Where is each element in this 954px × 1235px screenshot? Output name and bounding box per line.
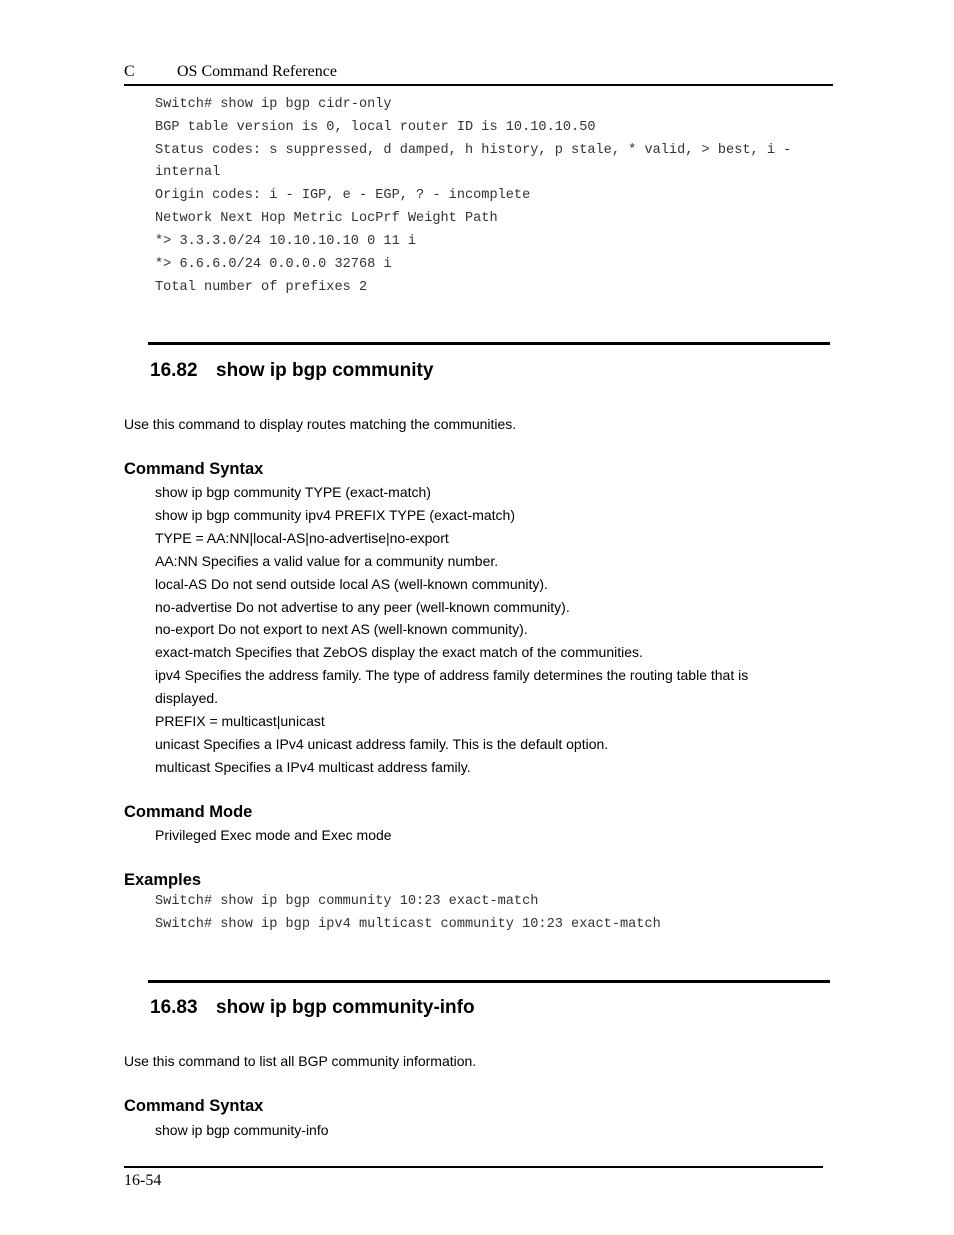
section-number: 16.83 — [150, 997, 198, 1018]
section-rule — [148, 980, 830, 983]
syntax-line: displayed. — [155, 690, 219, 706]
section-intro: Use this command to list all BGP community information. — [124, 1053, 477, 1069]
section-number: 16.82 — [150, 360, 198, 381]
command-syntax-heading: Command Syntax — [124, 460, 264, 478]
code-line: BGP table version is 0, local router ID is 10.10.10.50 — [155, 120, 596, 135]
section-heading-16-83 — [150, 997, 475, 1019]
syntax-line: multicast Specifies a IPv4 multicast address family. — [155, 759, 471, 775]
code-line: Total number of prefixes 2 — [155, 280, 368, 295]
code-line: Switch# show ip bgp cidr-only — [155, 97, 392, 112]
example-line: Switch# show ip bgp ipv4 multicast community 10:23 exact-match — [155, 917, 661, 932]
syntax-line: no-advertise Do not advertise to any peer (well-known community). — [155, 599, 570, 615]
header-chapter-letter: C — [124, 63, 135, 80]
page-number: 16-54 — [124, 1172, 162, 1189]
header-rule — [124, 84, 833, 86]
section-title: show ip bgp community — [216, 360, 434, 381]
header-title: OS Command Reference — [177, 63, 337, 80]
code-line: Status codes: s suppressed, d damped, h history, p stale, * valid, > best, i - — [155, 143, 792, 158]
syntax-line: exact-match Specifies that ZebOS display the exact match of the communities. — [155, 644, 643, 660]
syntax-line: PREFIX = multicast|unicast — [155, 713, 325, 729]
code-line: *> 6.6.6.0/24 0.0.0.0 32768 i — [155, 257, 392, 272]
code-line: *> 3.3.3.0/24 10.10.10.10 0 11 i — [155, 234, 417, 249]
syntax-line: no-export Do not export to next AS (well-known community). — [155, 621, 528, 637]
syntax-line: show ip bgp community TYPE (exact-match) — [155, 484, 431, 500]
syntax-line: TYPE = AA:NN|local-AS|no-advertise|no-export — [155, 530, 449, 546]
syntax-line: unicast Specifies a IPv4 unicast address family. This is the default option. — [155, 736, 609, 752]
section-intro: Use this command to display routes matching the communities. — [124, 416, 517, 432]
page-header — [124, 63, 135, 81]
syntax-line: AA:NN Specifies a valid value for a community number. — [155, 553, 499, 569]
syntax-line: ipv4 Specifies the address family. The type of address family determines the routing table that is — [155, 667, 749, 683]
command-mode-text: Privileged Exec mode and Exec mode — [155, 827, 392, 843]
code-line: internal — [155, 165, 221, 180]
syntax-line: show ip bgp community-info — [155, 1122, 329, 1138]
command-syntax-heading: Command Syntax — [124, 1097, 264, 1115]
examples-heading: Examples — [124, 871, 202, 889]
section-heading-16-82 — [150, 360, 433, 382]
command-mode-heading: Command Mode — [124, 803, 253, 821]
code-line: Network Next Hop Metric LocPrf Weight Path — [155, 211, 498, 226]
footer-rule — [124, 1166, 823, 1168]
syntax-line: show ip bgp community ipv4 PREFIX TYPE (exact-match) — [155, 507, 515, 523]
code-line: Origin codes: i - IGP, e - EGP, ? - incomplete — [155, 188, 531, 203]
syntax-line: local-AS Do not send outside local AS (well-known community). — [155, 576, 548, 592]
section-rule — [148, 342, 830, 345]
example-line: Switch# show ip bgp community 10:23 exact-match — [155, 894, 539, 909]
section-title: show ip bgp community-info — [216, 997, 475, 1018]
